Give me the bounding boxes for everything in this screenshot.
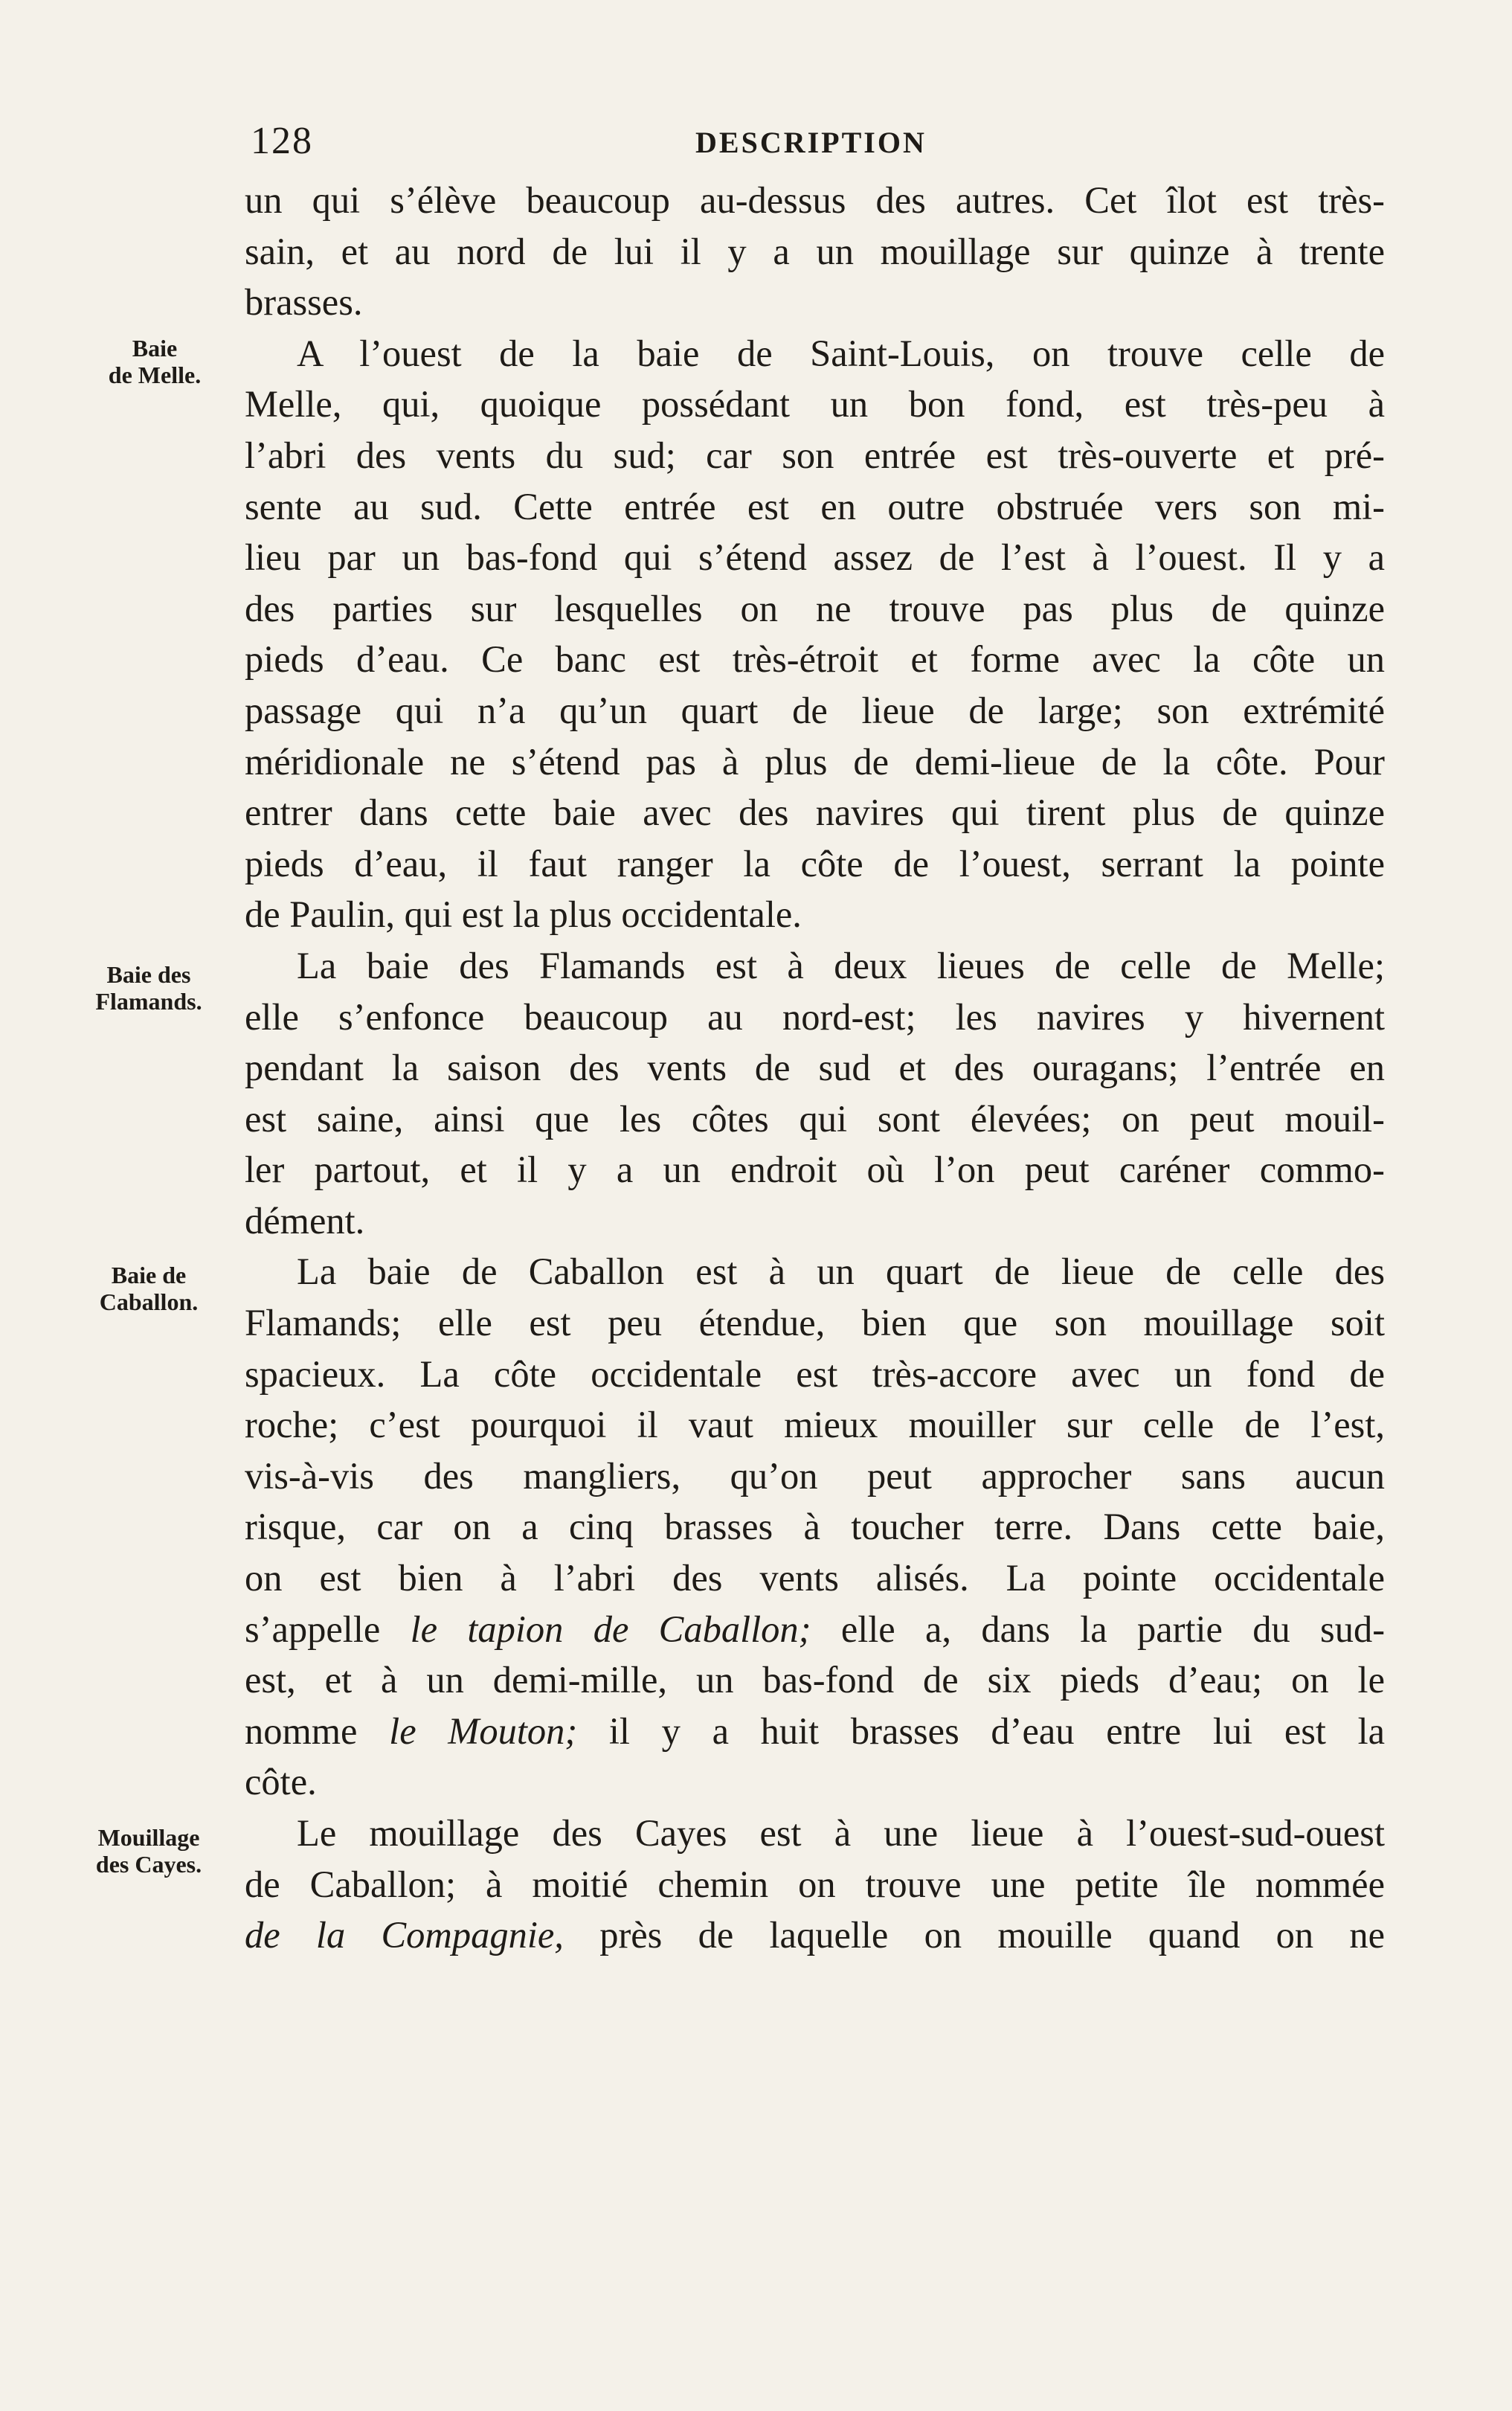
text-line: A l’ouest de la baie de Saint-Louis, on trouve celle de — [297, 332, 1385, 374]
page-header — [251, 119, 1381, 164]
margin-note-line: des Cayes. — [95, 1851, 202, 1878]
text-line: on est bien à l’abri des vents alisés. La pointe occidentale — [245, 1557, 1385, 1599]
text-line: risque, car on a cinq brasses à toucher terre. Dans cette baie, — [245, 1506, 1385, 1548]
margin-note-line: de Melle. — [108, 362, 202, 388]
text-line: spacieux. La côte occidentale est très-accore avec un fond de — [245, 1352, 1385, 1395]
text-line: pieds d’eau. Ce banc est très-étroit et forme avec la côte un — [245, 638, 1385, 681]
text-line: La baie des Flamands est à deux lieues de celle de Melle; — [297, 944, 1385, 986]
text-line: méridionale ne s’étend pas à plus de demi-lieue de la côte. Pour — [245, 740, 1385, 783]
page-number: 128 — [251, 120, 313, 162]
italic-place-name: de la Compagnie, — [245, 1914, 564, 1956]
text-line: ler partout, et il y a un endroit où l’on peut caréner commo- — [245, 1149, 1385, 1191]
text-line: Melle, qui, quoique possédant un bon fond, est très-peu à — [245, 383, 1385, 426]
text-line: Flamands; elle est peu étendue, bien que son mouillage soit — [245, 1302, 1385, 1344]
margin-note-baie-de-melle — [88, 335, 222, 388]
text-line: elle s’enfonce beaucoup au nord-est; les navires y hivernent — [245, 995, 1385, 1038]
text-line-mixed — [245, 1604, 1385, 1655]
italic-place-name: le tapion de Caballon; — [410, 1608, 811, 1650]
text-line: lieu par un bas-fond qui s’étend assez de l’est à l’ouest. Il y a — [245, 536, 1385, 579]
text-line: pendant la saison des vents de sud et des ouragans; l’entrée en — [245, 1047, 1385, 1089]
text-line: de Paulin, qui est la plus occidentale. — [245, 893, 802, 936]
text-segment: nomme — [245, 1709, 358, 1752]
margin-note-line: Mouillage — [97, 1824, 200, 1851]
margin-note-line: Baie — [132, 335, 178, 362]
text-line: sain, et au nord de lui il y a un mouillage sur quinze à trente — [245, 230, 1385, 272]
text-line: côte. — [245, 1761, 317, 1803]
text-line: pieds d’eau, il faut ranger la côte de l’ouest, serrant la pointe — [245, 842, 1385, 885]
text-line: vis-à-vis des mangliers, qu’on peut approcher sans aucun — [245, 1454, 1385, 1497]
running-title: DESCRIPTION — [695, 126, 927, 159]
text-segment: s’appelle — [245, 1608, 381, 1650]
italic-place-name: le Mouton; — [389, 1709, 578, 1752]
text-line: dément. — [245, 1199, 365, 1242]
text-line: de Caballon; à moitié chemin on trouve une petite île nommée — [245, 1863, 1385, 1905]
text-line-mixed — [245, 1706, 1385, 1757]
margin-note-line: Flamands. — [95, 988, 202, 1015]
text-line: un qui s’élève beaucoup au-dessus des autres. Cet îlot est très- — [245, 179, 1385, 221]
text-line: brasses. — [245, 281, 363, 324]
margin-note-baie-de-caballon — [78, 1262, 219, 1315]
text-line: entrer dans cette baie avec des navires qui tirent plus de quinze — [245, 792, 1385, 834]
text-line: est saine, ainsi que les côtes qui sont élevées; on peut mouil- — [245, 1097, 1385, 1140]
text-line-mixed — [245, 1910, 1385, 1961]
margin-note-line: Baie de — [111, 1262, 187, 1288]
text-line: sente au sud. Cette entrée est en outre obstruée vers son mi- — [245, 485, 1385, 527]
text-line: La baie de Caballon est à un quart de lieue de celle des — [297, 1251, 1385, 1293]
text-segment: elle a, dans la partie du sud- — [840, 1608, 1386, 1650]
text-line: roche; c’est pourquoi il vaut mieux mouiller sur celle de l’est, — [245, 1404, 1385, 1446]
text-line: des parties sur lesquelles on ne trouve pas plus de quinze — [245, 587, 1385, 629]
margin-note-line: Caballon. — [99, 1288, 199, 1315]
text-segment: près de laquelle on mouille quand on ne — [599, 1914, 1386, 1956]
text-line: passage qui n’a qu’un quart de lieue de large; son extrémité — [245, 689, 1385, 731]
margin-note-mouillage-des-cayes — [74, 1824, 223, 1878]
body-text — [245, 175, 1385, 1961]
text-line: Le mouillage des Cayes est à une lieue à l’ouest-sud-ouest — [297, 1812, 1385, 1854]
margin-note-baie-des-flamands — [78, 961, 219, 1015]
text-segment: il y a huit brasses d’eau entre lui est la — [608, 1709, 1386, 1752]
text-line: est, et à un demi-mille, un bas-fond de six pieds d’eau; on le — [245, 1659, 1385, 1701]
text-line: l’abri des vents du sud; car son entrée est très-ouverte et pré- — [245, 434, 1385, 476]
margin-note-line: Baie des — [106, 961, 191, 988]
